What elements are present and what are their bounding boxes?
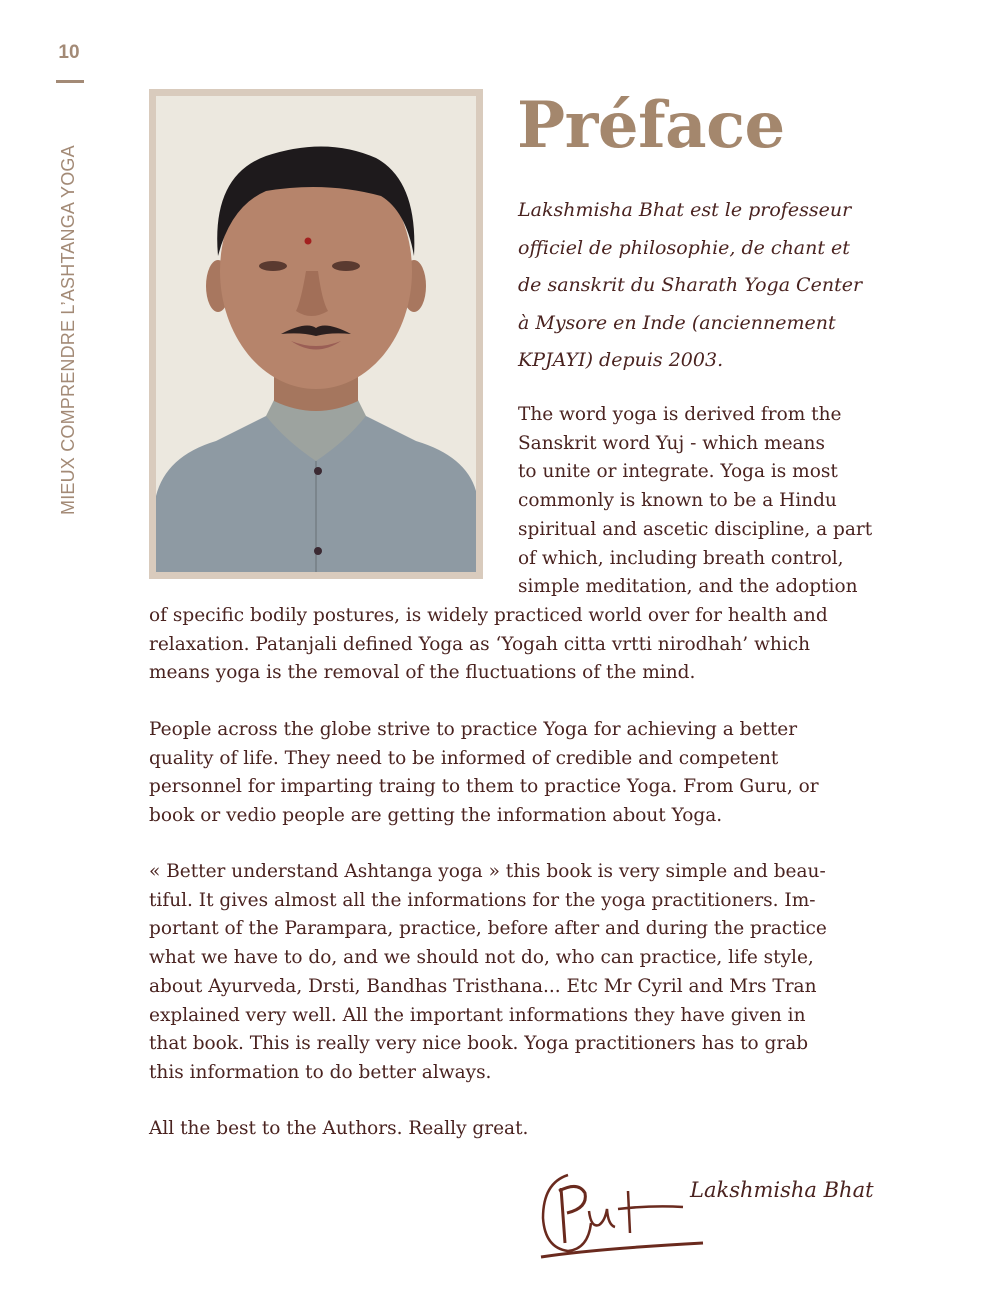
- page-number: 10: [58, 42, 80, 63]
- paragraph-3: [149, 858, 827, 1088]
- intro-line: KPJAYI) depuis 2003.: [518, 349, 724, 371]
- intro-line: Lakshmisha Bhat est le professeur: [518, 199, 852, 221]
- text-line: « Better understand Ashtanga yoga » this book is very simple and beau-: [149, 861, 826, 882]
- text-line: means yoga is the removal of the fluctuations of the mind.: [149, 662, 696, 684]
- text-line: of which, including breath control,: [518, 547, 844, 569]
- text-line: that book. This is really very nice book. Yoga practitioners has to grab: [149, 1033, 809, 1055]
- text-line: The word yoga is derived from the: [518, 404, 842, 425]
- portrait-illustration: [156, 96, 476, 572]
- text-line: Sanskrit word Yuj - which means: [518, 432, 825, 454]
- text-line: to unite or integrate. Yoga is most: [518, 461, 838, 483]
- text-line: personnel for imparting traing to them to practice Yoga. From Guru, or: [149, 776, 819, 798]
- text-line: relaxation. Patanjali defined Yoga as ‘Yogah citta vrtti nirodhah’ which: [149, 633, 811, 655]
- text-line: of specific bodily postures, is widely practiced world over for health and: [149, 605, 828, 626]
- paragraph-4: [149, 1115, 528, 1144]
- paragraph-1-narrow: [518, 401, 872, 602]
- paragraph-1-wide: [149, 602, 828, 688]
- text-line: quality of life. They need to be informed of credible and competent: [149, 747, 779, 769]
- text-line: tiful. It gives almost all the informations for the yoga practitioners. Im-: [149, 889, 816, 911]
- text-line: this information to do better always.: [149, 1061, 492, 1083]
- text-line: People across the globe strive to practice Yoga for achieving a better: [149, 719, 798, 740]
- page-number-rule: [56, 80, 84, 83]
- intro-line: officiel de philosophie, de chant et: [518, 236, 850, 259]
- text-line: what we have to do, and we should not do, who can practice, life style,: [149, 947, 814, 969]
- text-line: about Ayurveda, Drsti, Bandhas Tristhana... Etc Mr Cyril and Mrs Tran: [149, 975, 817, 997]
- intro-line: de sanskrit du Sharath Yoga Center: [518, 274, 863, 296]
- text-line: explained very well. All the important informations they have given in: [149, 1004, 806, 1026]
- text-line: spiritual and ascetic discipline, a part: [518, 518, 873, 540]
- author-intro: [518, 192, 938, 380]
- text-line: book or vedio people are getting the information about Yoga.: [149, 805, 723, 827]
- text-line: commonly is known to be a Hindu: [518, 490, 837, 512]
- text-line: portant of the Parampara, practice, before after and during the practice: [149, 918, 827, 940]
- running-head: MIEUX COMPRENDRE L’ASHTANGA YOGA: [58, 145, 78, 515]
- page-title: Préface: [517, 88, 785, 163]
- intro-line: à Mysore en Inde (anciennement: [518, 311, 836, 334]
- signature-name: Lakshmisha Bhat: [690, 1178, 874, 1202]
- author-photo-frame: [149, 89, 483, 579]
- text-line: simple meditation, and the adoption: [518, 576, 858, 598]
- author-photo: [156, 96, 476, 572]
- text-line: All the best to the Authors. Really great.: [149, 1118, 529, 1139]
- signature-icon: [533, 1163, 713, 1263]
- paragraph-2: [149, 716, 819, 831]
